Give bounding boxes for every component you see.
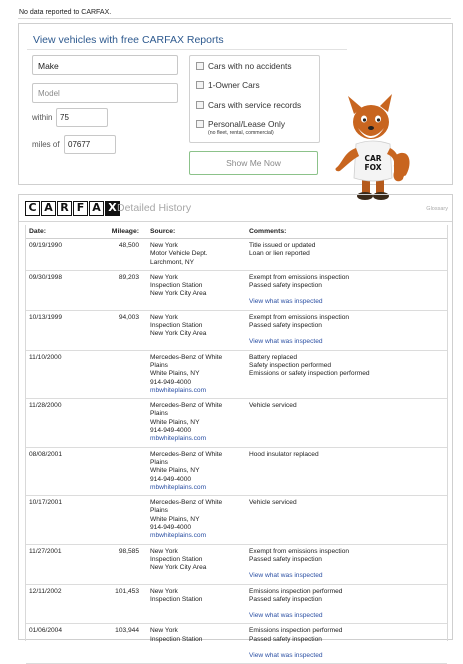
- detailed-history-panel: [18, 194, 453, 659]
- row-comments: [246, 624, 447, 664]
- source-line: Plains: [150, 361, 168, 369]
- comment-line: Safety inspection performed: [249, 361, 332, 369]
- source-line: Inspection Station: [150, 555, 203, 563]
- checkbox-icon[interactable]: [196, 62, 204, 70]
- comment-line: Battery replaced: [249, 353, 298, 361]
- column-header-date: Date:: [26, 225, 90, 239]
- mascot-shirt-text-2: FOX: [364, 163, 382, 172]
- row-mileage: 48,500: [90, 239, 142, 271]
- history-table: [26, 225, 447, 664]
- row-date: 08/08/2001: [26, 447, 90, 495]
- row-date: 11/27/2001: [26, 544, 90, 584]
- source-line: New York: [150, 627, 178, 635]
- row-date: 09/19/1990: [26, 239, 90, 271]
- row-date: 01/06/2004: [26, 624, 90, 664]
- row-mileage: 101,453: [90, 584, 142, 624]
- column-header-source: Source:: [142, 225, 246, 239]
- within-label: within: [32, 113, 53, 122]
- table-row: [26, 447, 447, 495]
- make-value: Make: [38, 61, 59, 71]
- row-comments: [246, 399, 447, 447]
- divider: [27, 49, 347, 50]
- comment-line: Hood insulator replaced: [249, 450, 319, 458]
- source-line: Inspection Station: [150, 595, 203, 603]
- source-line: New York City Area: [150, 290, 207, 298]
- checkbox-sublabel: (no fleet, rental, commercial): [208, 130, 274, 136]
- row-source: [142, 496, 246, 544]
- checkbox-no-accidents[interactable]: [196, 61, 291, 71]
- table-row: [26, 350, 447, 398]
- table-row: [26, 496, 447, 544]
- source-line: 914-949-4000: [150, 378, 192, 386]
- logo-letter: R: [57, 201, 72, 216]
- comment-line: Passed safety inspection: [249, 595, 322, 603]
- comment-line: Exempt from emissions inspection: [249, 547, 350, 555]
- table-row: [26, 239, 447, 271]
- radius-value: 75: [60, 113, 69, 122]
- row-date: 09/30/1998: [26, 270, 90, 310]
- checkbox-label: Cars with no accidents: [208, 61, 292, 71]
- glossary-link[interactable]: Glossary: [426, 206, 448, 212]
- row-date: 10/17/2001: [26, 496, 90, 544]
- row-mileage: 98,585: [90, 544, 142, 584]
- source-line: New York: [150, 587, 178, 595]
- logo-letter: X: [105, 201, 120, 216]
- divider: [18, 18, 451, 19]
- comment-line: Emissions inspection performed: [249, 627, 343, 635]
- table-row: [26, 270, 447, 310]
- source-line: Mercedes-Benz of White: [150, 353, 223, 361]
- model-placeholder: Model: [38, 89, 60, 98]
- source-line: Inspection Station: [150, 635, 203, 643]
- view-inspection-link[interactable]: View what was inspected: [249, 338, 323, 346]
- history-header: [19, 195, 452, 222]
- make-select[interactable]: [32, 55, 178, 75]
- checkbox-text: [208, 119, 285, 136]
- source-line: New York: [150, 242, 178, 249]
- comment-line: Loan or lien reported: [249, 250, 310, 258]
- row-source: [142, 350, 246, 398]
- row-source: [142, 624, 246, 664]
- source-line: White Plains, NY: [150, 467, 200, 475]
- checkbox-label: 1-Owner Cars: [208, 80, 260, 90]
- dealer-website-link[interactable]: mbwhiteplains.com: [150, 386, 207, 394]
- checkbox-icon[interactable]: [196, 120, 204, 128]
- row-comments: [246, 239, 447, 271]
- view-inspection-link[interactable]: View what was inspected: [249, 651, 323, 659]
- zip-input[interactable]: [64, 135, 116, 154]
- row-source: [142, 399, 246, 447]
- checkbox-icon[interactable]: [196, 101, 204, 109]
- row-comments: [246, 584, 447, 624]
- view-inspection-link[interactable]: View what was inspected: [249, 612, 323, 620]
- table-row: [26, 584, 447, 624]
- view-inspection-link[interactable]: View what was inspected: [249, 298, 323, 306]
- row-comments: [246, 447, 447, 495]
- row-date: 12/11/2002: [26, 584, 90, 624]
- comment-line: Exempt from emissions inspection: [249, 273, 350, 281]
- checkbox-service-records[interactable]: [196, 100, 301, 110]
- source-line: Plains: [150, 458, 168, 466]
- model-select[interactable]: [32, 83, 178, 103]
- zip-value: 07677: [68, 140, 91, 149]
- row-mileage: [90, 496, 142, 544]
- history-title: Detailed History: [117, 202, 192, 214]
- logo-letter: F: [73, 201, 88, 216]
- logo-letter: A: [89, 201, 104, 216]
- checkbox-label: Cars with service records: [208, 100, 302, 110]
- source-line: Mercedes-Benz of White: [150, 402, 223, 410]
- source-line: Larchmont, NY: [150, 258, 194, 266]
- source-line: Inspection Station: [150, 322, 203, 330]
- comment-line: Passed safety inspection: [249, 635, 322, 643]
- row-date: 11/28/2000: [26, 399, 90, 447]
- comment-line: Passed safety inspection: [249, 322, 322, 330]
- logo-letter: C: [25, 201, 40, 216]
- free-reports-panel: [18, 23, 453, 185]
- row-mileage: 94,003: [90, 310, 142, 350]
- dealer-website-link[interactable]: mbwhiteplains.com: [150, 483, 207, 491]
- source-line: 914-949-4000: [150, 475, 192, 483]
- checkbox-icon[interactable]: [196, 81, 204, 89]
- row-source: [142, 310, 246, 350]
- source-line: Plains: [150, 507, 168, 515]
- no-data-note: No data reported to CARFAX.: [19, 9, 112, 16]
- row-date: 10/13/1999: [26, 310, 90, 350]
- source-line: New York: [150, 547, 178, 555]
- show-me-now-button[interactable]: Show Me Now: [189, 151, 318, 175]
- panel-title: View vehicles with free CARFAX Reports: [33, 34, 224, 46]
- row-source: [142, 584, 246, 624]
- column-header-comments: Comments:: [246, 225, 447, 239]
- comment-line: Exempt from emissions inspection: [249, 313, 350, 321]
- comment-line: Passed safety inspection: [249, 282, 322, 290]
- row-mileage: [90, 399, 142, 447]
- history-table-wrapper: [25, 225, 448, 659]
- row-source: [142, 447, 246, 495]
- source-line: 914-949-4000: [150, 524, 192, 532]
- source-line: New York City Area: [150, 330, 207, 338]
- view-inspection-link[interactable]: View what was inspected: [249, 572, 323, 580]
- carfax-logo: [25, 201, 121, 216]
- logo-letter: A: [41, 201, 56, 216]
- carfox-mascot-icon: [332, 94, 414, 202]
- history-table-body: [26, 239, 447, 664]
- source-line: Inspection Station: [150, 282, 203, 290]
- mascot-shirt-text-1: CAR: [364, 154, 382, 163]
- radius-input[interactable]: [56, 108, 108, 127]
- table-row: [26, 544, 447, 584]
- source-line: White Plains, NY: [150, 515, 200, 523]
- source-line: New York City Area: [150, 564, 207, 572]
- source-line: New York: [150, 313, 178, 321]
- comment-line: Vehicle serviced: [249, 499, 297, 507]
- source-line: 914-949-4000: [150, 427, 192, 435]
- row-mileage: [90, 447, 142, 495]
- comment-line: Vehicle serviced: [249, 402, 297, 410]
- dealer-website-link[interactable]: mbwhiteplains.com: [150, 532, 207, 540]
- comment-line: Title issued or updated: [249, 242, 316, 249]
- source-line: White Plains, NY: [150, 418, 200, 426]
- comment-line: Passed safety inspection: [249, 555, 322, 563]
- row-mileage: 89,203: [90, 270, 142, 310]
- miles-of-label: miles of: [32, 140, 60, 149]
- comment-line: Emissions or safety inspection performed: [249, 370, 370, 378]
- source-line: Motor Vehicle Dept.: [150, 250, 208, 258]
- table-header-row: [26, 225, 447, 239]
- column-header-mileage: Mileage:: [90, 225, 142, 239]
- row-comments: [246, 310, 447, 350]
- row-comments: [246, 544, 447, 584]
- row-source: [142, 270, 246, 310]
- checkbox-one-owner[interactable]: [196, 80, 260, 90]
- row-comments: [246, 496, 447, 544]
- row-date: 11/10/2000: [26, 350, 90, 398]
- filter-checkboxes: [189, 55, 320, 143]
- source-line: New York: [150, 273, 178, 281]
- dealer-website-link[interactable]: mbwhiteplains.com: [150, 435, 207, 443]
- checkbox-label: Personal/Lease Only: [208, 119, 286, 129]
- row-mileage: 103,944: [90, 624, 142, 664]
- source-line: Plains: [150, 410, 168, 418]
- source-line: Mercedes-Benz of White: [150, 499, 223, 507]
- comment-line: Emissions inspection performed: [249, 587, 343, 595]
- table-row: [26, 624, 447, 664]
- row-mileage: [90, 350, 142, 398]
- source-line: Mercedes-Benz of White: [150, 450, 223, 458]
- row-comments: [246, 350, 447, 398]
- row-comments: [246, 270, 447, 310]
- table-row: [26, 310, 447, 350]
- source-line: White Plains, NY: [150, 370, 200, 378]
- row-source: [142, 239, 246, 271]
- row-source: [142, 544, 246, 584]
- checkbox-personal-lease[interactable]: [196, 119, 285, 136]
- table-row: [26, 399, 447, 447]
